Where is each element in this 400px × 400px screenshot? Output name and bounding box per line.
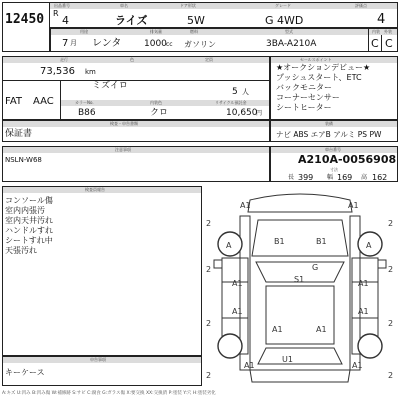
- tire-mark-2: 2: [388, 219, 394, 228]
- mileage-unit: km: [85, 68, 96, 76]
- sales-point-list: [276, 63, 370, 113]
- note-3: 室内天井汚れ: [5, 216, 53, 225]
- hdr-notes: 申告事項: [90, 357, 106, 362]
- inspector-notes: [5, 196, 53, 256]
- displacement: 1000: [144, 39, 167, 49]
- tire-mark-3: 2: [206, 265, 212, 274]
- grade-prefix: R: [53, 9, 59, 18]
- mark-a1-front-right: A1: [348, 201, 359, 210]
- displacement-unit: cc: [166, 41, 173, 48]
- color-code: B86: [78, 108, 96, 118]
- hdr-interior-color: 内装色: [150, 100, 162, 105]
- mark-a1-right-door: A1: [358, 279, 369, 288]
- chassis-number: A210A-0056908: [298, 153, 397, 166]
- hdr-ext: 外装: [384, 29, 392, 34]
- mark-a1-tail-right: A1: [352, 361, 363, 370]
- capacity-unit: 人: [242, 88, 249, 96]
- options: ナビ ABS エアB アルミ PS PW: [276, 130, 382, 139]
- hdr-door: ドア形状: [180, 3, 196, 8]
- dim-height-label: 高: [361, 174, 368, 181]
- hdr-lot: 出品番号: [54, 3, 70, 8]
- hdr-papers: 検査・申告書類: [110, 121, 138, 126]
- usage: レンタ: [92, 38, 122, 49]
- mark-a1-left-door: A1: [232, 279, 243, 288]
- tire-mark-6: 2: [388, 319, 394, 328]
- mark-a1-rear-door-left: A1: [272, 325, 283, 334]
- tire-mark-5: 2: [206, 319, 212, 328]
- tire-mark-8: 2: [388, 371, 394, 380]
- recycle-fee: 10,650: [226, 108, 258, 118]
- mark-a-right-fender: A: [366, 241, 372, 250]
- mark-a1-tail-left: A1: [244, 361, 255, 370]
- declared-item-1: キーケース: [5, 368, 45, 377]
- front-bumper: [248, 194, 352, 212]
- note-6: 天張汚れ: [5, 246, 37, 255]
- roof: [266, 286, 334, 344]
- hdr-grade: グレード: [275, 3, 291, 8]
- hdr-score: 評価点: [355, 3, 367, 8]
- hdr-report: 検査員報告: [85, 187, 105, 192]
- header-strip-remarks: [3, 147, 269, 153]
- score-divider-2: [381, 35, 382, 52]
- sales-point-2: プッシュスタート、ETC: [276, 73, 362, 82]
- year-era: 4: [62, 14, 69, 27]
- mark-b1-hood-left: B1: [274, 237, 285, 246]
- score: 4: [377, 12, 386, 27]
- sales-point-3: バックモニター: [276, 83, 332, 92]
- mark-a1-rear-door-right: A1: [316, 325, 327, 334]
- dim-width-label: 幅: [327, 174, 334, 181]
- exterior-score: C: [385, 37, 393, 50]
- hood: [252, 220, 348, 256]
- note-4: ハンドルすれ: [5, 226, 53, 235]
- rear-glass: [258, 348, 342, 364]
- car-diagram: [202, 186, 398, 386]
- hdr-chassis: 車台番号: [325, 147, 341, 152]
- mark-a1-rear-left: A1: [232, 307, 243, 316]
- dim-width: 169: [337, 173, 353, 182]
- grade: G 4WD: [265, 14, 304, 27]
- month: 7: [62, 38, 69, 49]
- hdr-mileage: 走行: [60, 57, 68, 62]
- tire-mark-4: 2: [388, 265, 394, 274]
- mark-a-left-fender: A: [226, 241, 232, 250]
- mark-s1-roof: S1: [294, 275, 305, 284]
- dim-length: 399: [298, 173, 314, 182]
- mark-a1-rear-right: A1: [358, 307, 369, 316]
- papers: 保証書: [5, 129, 33, 139]
- dim-height: 162: [372, 173, 388, 182]
- interior-score: C: [371, 37, 379, 50]
- sales-point-4: コーナーセンサー: [276, 93, 340, 102]
- lot-number-box: [2, 2, 50, 52]
- door-type: 5W: [187, 14, 205, 27]
- sales-point-5: シートヒーター: [276, 103, 332, 112]
- header-strip-options: [271, 121, 397, 127]
- capacity: 5: [232, 87, 238, 97]
- tire-mark-1: 2: [206, 219, 212, 228]
- hdr-color: 色: [130, 57, 134, 62]
- hdr-color-code: カラーNo.: [75, 100, 94, 105]
- nav-model: NSLN-W68: [5, 156, 42, 164]
- header-strip-3: [3, 57, 269, 63]
- note-5: シートすれ中: [5, 236, 53, 245]
- mark-u1-rear-bumper: U1: [282, 355, 293, 364]
- month-suffix: 月: [70, 39, 77, 47]
- hdr-options: 装備: [325, 121, 333, 126]
- model-code: 3BA-A210A: [266, 39, 317, 49]
- aircon: AAC: [33, 96, 54, 107]
- fuel: ガソリン: [184, 40, 216, 49]
- vehicle-name: ライズ: [115, 14, 148, 27]
- hdr-recycle: リサイクル預託金: [215, 100, 247, 105]
- mark-g-windshield: G: [312, 263, 319, 272]
- spec-divider-1: [2, 80, 270, 81]
- sales-point-1: ★オークションデビュー★: [276, 63, 371, 72]
- mark-a1-front-left: A1: [240, 201, 251, 210]
- hdr-name: 車名: [120, 3, 128, 8]
- color-label: ミズイロ: [92, 81, 128, 91]
- color-code-2: クロ: [150, 108, 169, 118]
- wheel-rear-left: [218, 334, 242, 358]
- lot-number: 12450: [5, 12, 45, 27]
- car-diagram-svg: [202, 186, 398, 386]
- hdr-sales-point: セールスポイント: [300, 57, 332, 62]
- note-2: 室内内張汚: [5, 206, 45, 215]
- header-strip-2: [51, 29, 397, 35]
- hdr-usage: 用途: [80, 29, 88, 34]
- tire-mark-7: 2: [206, 371, 212, 380]
- footer-legend: A:キズ U:凹み B:凹み傷 W:補修跡 S:サビ C:腐食 G:ガラス傷 X:要交換 XX:交換済 P:塗装 Y:穴 H:塗装劣化: [2, 391, 216, 396]
- hdr-remarks: 注意事項: [115, 147, 131, 152]
- hdr-model: 型式: [285, 29, 293, 34]
- hdr-fuel: 燃料: [190, 29, 198, 34]
- transmission: FAT: [5, 96, 23, 107]
- mark-b1-hood-right: B1: [316, 237, 327, 246]
- score-divider: [368, 28, 369, 52]
- hdr-dimensions: 寸法: [330, 167, 338, 172]
- rear-bumper: [250, 370, 350, 382]
- dim-length-label: 長: [288, 174, 295, 181]
- hdr-capacity: 定員: [205, 57, 213, 62]
- recycle-unit: 円: [256, 110, 263, 117]
- hdr-int: 内装: [372, 29, 380, 34]
- note-1: コンソール傷: [5, 196, 53, 205]
- hdr-cc: 排気量: [150, 29, 162, 34]
- wheel-rear-right: [358, 334, 382, 358]
- mileage: 73,536: [40, 66, 75, 77]
